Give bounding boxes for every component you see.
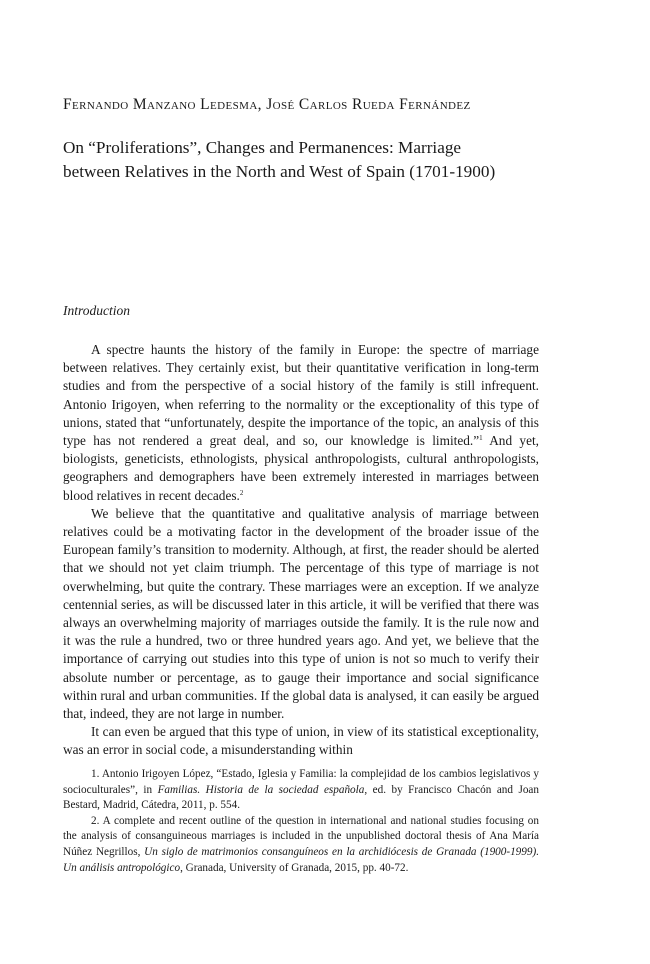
- title-line-1: On “Proliferations”, Changes and Permanences: Marriage: [63, 138, 462, 157]
- footnote-1-book-title: Familias. Historia de la sociedad española: [157, 783, 365, 796]
- footnote-2-thesis-title: Un siglo de matrimonios consanguíneos en la archidiócesis de Granada (1900-1999). Un análisis antropológico: [63, 845, 539, 874]
- paragraph-2: We believe that the quantitative and qualitative analysis of marriage between relatives could be a motivating factor in the development of the broader issue of the European family’s transition to modernity. Although, at first, the reader should be alerted that we should not yet claim triumph. The percentage of this type of marriage is not overwhelming, but quite the contrary. These marriages were an exception. If we analyze centennial series, as will be discussed later in this article, it will be verified that there was always an overwhelming majority of marriages outside the family. It is the rule now and it was the rule a hundred, two or three hundred years ago. And yet, we believe that the importance of carrying out studies into this type of union is not so much to verify their absolute number or percentage, as to gauge their importance and social significance within rural and urban communities. If the global data is analysed, it can easily be argued that, indeed, they are not large in number.: [63, 505, 539, 722]
- footnotes: [63, 767, 539, 876]
- footnote-2-text-b: , Granada, University of Granada, 2015, pp. 40-72.: [180, 861, 409, 874]
- paper-title: [63, 136, 539, 184]
- title-line-2: between Relatives in the North and West of Spain (1701-1900): [63, 162, 496, 181]
- paragraph-1: [63, 341, 539, 505]
- author-line: Fernando Manzano Ledesma, José Carlos Rueda Fernández: [63, 96, 471, 113]
- paragraph-1-text-a: A spectre haunts the history of the family in Europe: the spectre of marriage between relatives. They certainly exist, but their quantitative verification in long-term studies and from the perspective of a social history of the family is still infrequent. Antonio Irigoyen, when referring to the normality or the exceptionality of this type of unions, stated that “unfortunately, despite the importance of the topic, an analysis of this type has not rendered a great deal, and so, our knowledge is limited.”: [63, 342, 539, 449]
- footnote-2-text-a: 2. A complete and recent outline of the question in international and national studies focusing on the analysis of consanguineous marriages is included in the unpublished doctoral thesis of Ana María Núñez Negrillos,: [63, 814, 539, 858]
- footnote-1-text-b: , ed. by Francisco Chacón and Joan Bestard, Madrid, Cátedra, 2011, p. 554.: [63, 783, 539, 812]
- footnote-2: [63, 814, 539, 876]
- paragraph-3: It can even be argued that this type of union, in view of its statistical exceptionality, was an error in social code, a misunderstanding within: [63, 724, 539, 758]
- footnote-1-text-a: 1. Antonio Irigoyen López, “Estado, Iglesia y Familia: la complejidad de los cambios legislativos y socioculturales”, in: [63, 768, 539, 796]
- paragraph-1-text-b: And yet, biologists, geneticists, ethnologists, physical anthropologists, cultural anthropologists, geographers and demographers have been extremely interested in marriages between blood relatives in recent decades.: [63, 433, 539, 503]
- body-text: [63, 341, 539, 760]
- section-heading: Introduction: [63, 303, 130, 318]
- footnote-ref-1: 1: [479, 434, 483, 443]
- footnote-1: [63, 767, 539, 814]
- footnote-ref-2: 2: [239, 488, 244, 497]
